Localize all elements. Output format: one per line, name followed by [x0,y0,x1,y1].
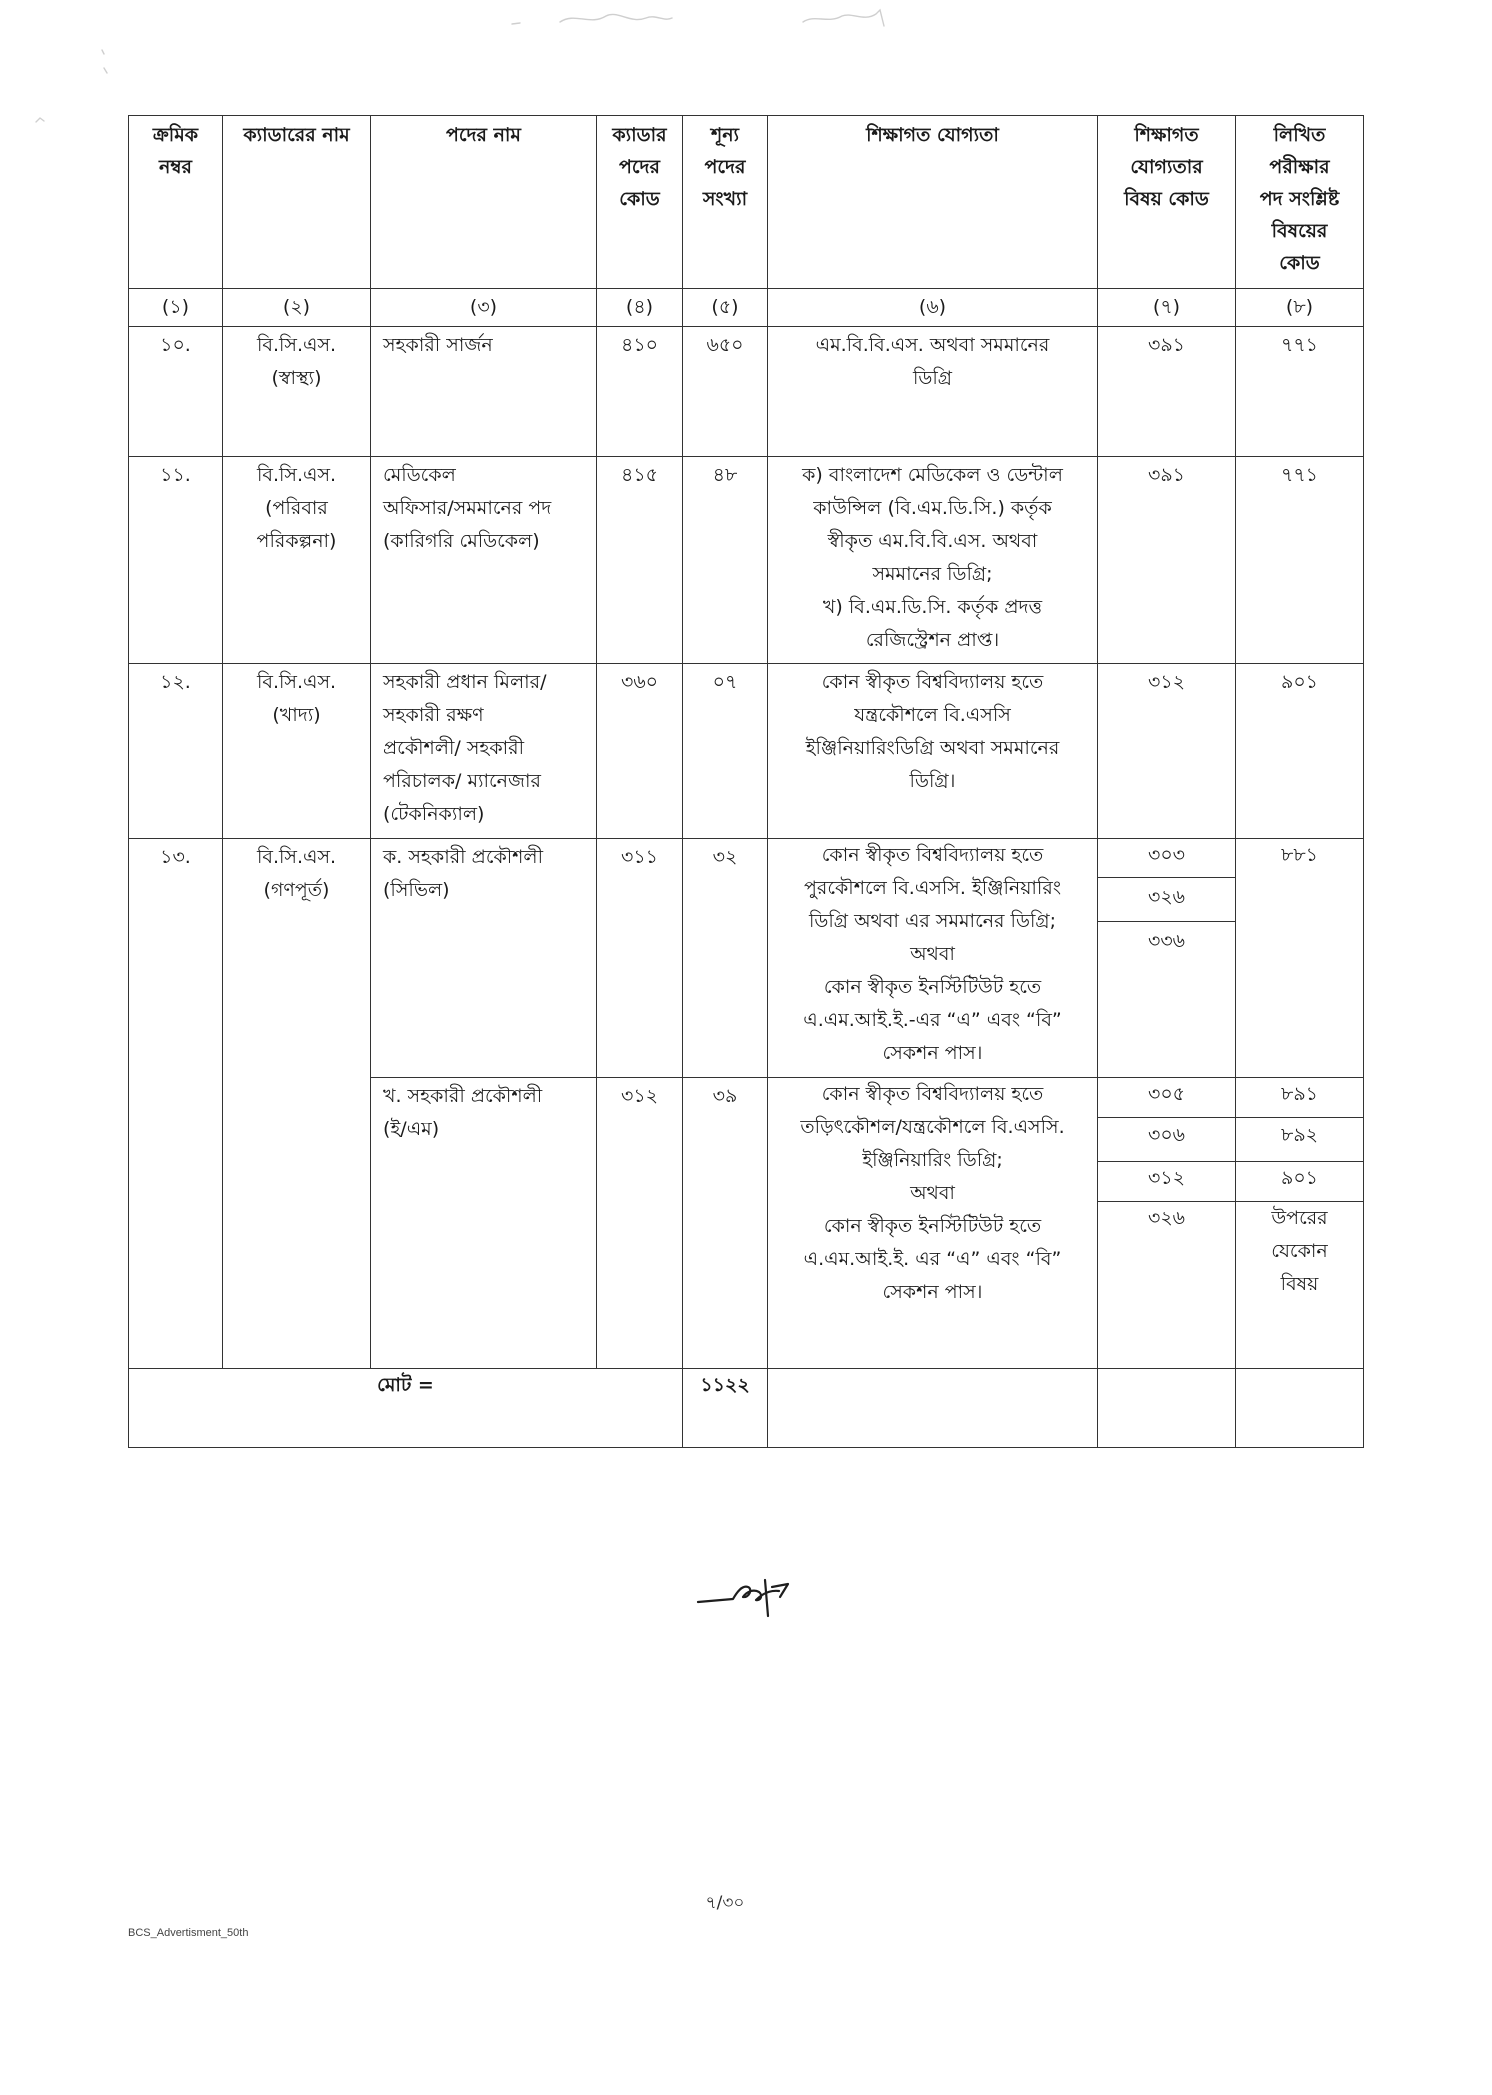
total-vacancy-count: ১১২২ [683,1369,768,1448]
column-number: (৩) [371,289,597,327]
cell-cadre-post-code: ৩১২ [597,1078,683,1369]
cell-written-exam-subject-code: ৭৭১ [1236,457,1364,664]
cell-educational-qualification: কোন স্বীকৃত বিশ্ববিদ্যালয় হতে তড়িৎকৌশল/যন্ত্রকৌশলে বি.এসসি. ইঞ্জিনিয়ারিং ডিগ্রি; অথবা কোন স্বীকৃত ইনস্টিটিউট হতে এ.এম.আই.ই. এর “এ” এবং “বি” সেকশন পাস। [768,1078,1098,1369]
cell-qualification-subject-code: ৩৯১ [1098,327,1236,457]
column-number: (৪) [597,289,683,327]
cell-cadre-name: বি.সি.এস. (স্বাস্থ্য) [223,327,371,457]
cell-cadre-post-code: ৪১০ [597,327,683,457]
cell-serial-number: ১২. [128,664,223,839]
cell-cadre-name: বি.সি.এস. (গণপূর্ত) [223,839,371,1369]
header-post-name: পদের নাম [371,115,597,289]
page-number: ৭/৩০ [705,1893,745,1913]
vacancy-table [128,115,1364,1448]
total-empty-cell [1098,1369,1236,1448]
signature [695,1568,795,1620]
column-number: (১) [128,289,223,327]
table-row [128,327,1364,457]
cell-serial-number: ১১. [128,457,223,664]
header-educational-qualification: শিক্ষাগত যোগ্যতা [768,115,1098,289]
column-number-row [128,289,1364,327]
cell-post-name: সহকারী প্রধান মিলার/ সহকারী রক্ষণ প্রকৌশলী/ সহকারী পরিচালক/ ম্যানেজার (টেকনিক্যাল) [371,664,597,839]
total-empty-cell [768,1369,1098,1448]
total-label: মোট = [128,1369,683,1448]
cell-educational-qualification: কোন স্বীকৃত বিশ্ববিদ্যালয় হতে পুরকৌশলে বি.এসসি. ইঞ্জিনিয়ারিং ডিগ্রি অথবা এর সমমানের ডিগ্রি; অথবা কোন স্বীকৃত ইনস্টিটিউট হতে এ.এম.আই.ই.-এর “এ” এবং “বি” সেকশন পাস। [768,839,1098,1078]
cell-cadre-post-code: ৩১১ [597,839,683,1078]
table-row [128,839,1364,1369]
header-cadre-post-code: ক্যাডার পদের কোড [597,115,683,289]
table-row [128,457,1364,664]
table-header-row [128,115,1364,289]
cell-qualification-subject-code: ৩১২ [1098,664,1236,839]
cell-written-exam-subject-code: ৯০১ [1236,664,1364,839]
column-number: (৮) [1236,289,1364,327]
cell-vacancy-count: ৩৯ [683,1078,768,1369]
cell-educational-qualification: কোন স্বীকৃত বিশ্ববিদ্যালয় হতে যন্ত্রকৌশলে বি.এসসি ইঞ্জিনিয়ারিংডিগ্রি অথবা সমমানের ডিগ্রি। [768,664,1098,839]
file-label: BCS_Advertisment_50th [128,1927,249,1939]
cell-qualification-subject-code: ৩৯১ [1098,457,1236,664]
header-serial-number: ক্রমিক নম্বর [128,115,223,289]
column-number: (৬) [768,289,1098,327]
cell-qualification-subject-code: ৩২৬ [1098,1202,1236,1369]
cell-qualification-subject-code: ৩৩৬ [1098,922,1236,1078]
table-row [128,664,1364,839]
cell-cadre-post-code: ৪১৫ [597,457,683,664]
cell-written-exam-subject-code: ৯০১ [1236,1162,1364,1202]
total-empty-cell [1236,1369,1364,1448]
cell-qualification-subject-code: ৩১২ [1098,1162,1236,1202]
cell-cadre-name: বি.সি.এস. (পরিবার পরিকল্পনা) [223,457,371,664]
cell-vacancy-count: ৬৫০ [683,327,768,457]
cell-educational-qualification: এম.বি.বি.এস. অথবা সমমানের ডিগ্রি [768,327,1098,457]
cell-written-exam-subject-code: ৮৯২ [1236,1118,1364,1162]
cell-qualification-subject-code: ৩০৩ [1098,839,1236,878]
cell-cadre-name: বি.সি.এস. (খাদ্য) [223,664,371,839]
cell-post-name: মেডিকেল অফিসার/সমমানের পদ (কারিগরি মেডিকেল) [371,457,597,664]
column-number: (৭) [1098,289,1236,327]
cell-serial-number: ১৩. [128,839,223,1369]
cell-qualification-subject-code: ৩০৬ [1098,1118,1236,1162]
cell-educational-qualification: ক) বাংলাদেশ মেডিকেল ও ডেন্টাল কাউন্সিল (বি.এম.ডি.সি.) কর্তৃক স্বীকৃত এম.বি.বি.এস. অথবা সমমানের ডিগ্রি; খ) বি.এম.ডি.সি. কর্তৃক প্রদত্ত রেজিস্ট্রেশন প্রাপ্ত। [768,457,1098,664]
cell-post-name: ক. সহকারী প্রকৌশলী (সিভিল) [371,839,597,1078]
cell-qualification-subject-code: ৩২৬ [1098,878,1236,922]
cell-serial-number: ১০. [128,327,223,457]
column-number: (৫) [683,289,768,327]
column-number: (২) [223,289,371,327]
cell-post-name: খ. সহকারী প্রকৌশলী (ই/এম) [371,1078,597,1369]
cell-written-exam-subject-code: ৮৮১ [1236,839,1364,1078]
cell-vacancy-count: ৩২ [683,839,768,1078]
cell-written-exam-subject-code: ৮৯১ [1236,1078,1364,1118]
table-total-row [128,1369,1364,1448]
cell-post-name: সহকারী সার্জন [371,327,597,457]
cell-vacancy-count: ০৭ [683,664,768,839]
cell-vacancy-count: ৪৮ [683,457,768,664]
cell-cadre-post-code: ৩৬০ [597,664,683,839]
header-cadre-name: ক্যাডারের নাম [223,115,371,289]
header-qualification-subject-code: শিক্ষাগত যোগ্যতার বিষয় কোড [1098,115,1236,289]
cell-qualification-subject-code: ৩০৫ [1098,1078,1236,1118]
header-vacancy-count: শূন্য পদের সংখ্যা [683,115,768,289]
cell-written-exam-subject-code: উপরের যেকোন বিষয় [1236,1202,1364,1369]
header-written-exam-subject-code: লিখিত পরীক্ষার পদ সংশ্লিষ্ট বিষয়ের কোড [1236,115,1364,289]
cell-written-exam-subject-code: ৭৭১ [1236,327,1364,457]
